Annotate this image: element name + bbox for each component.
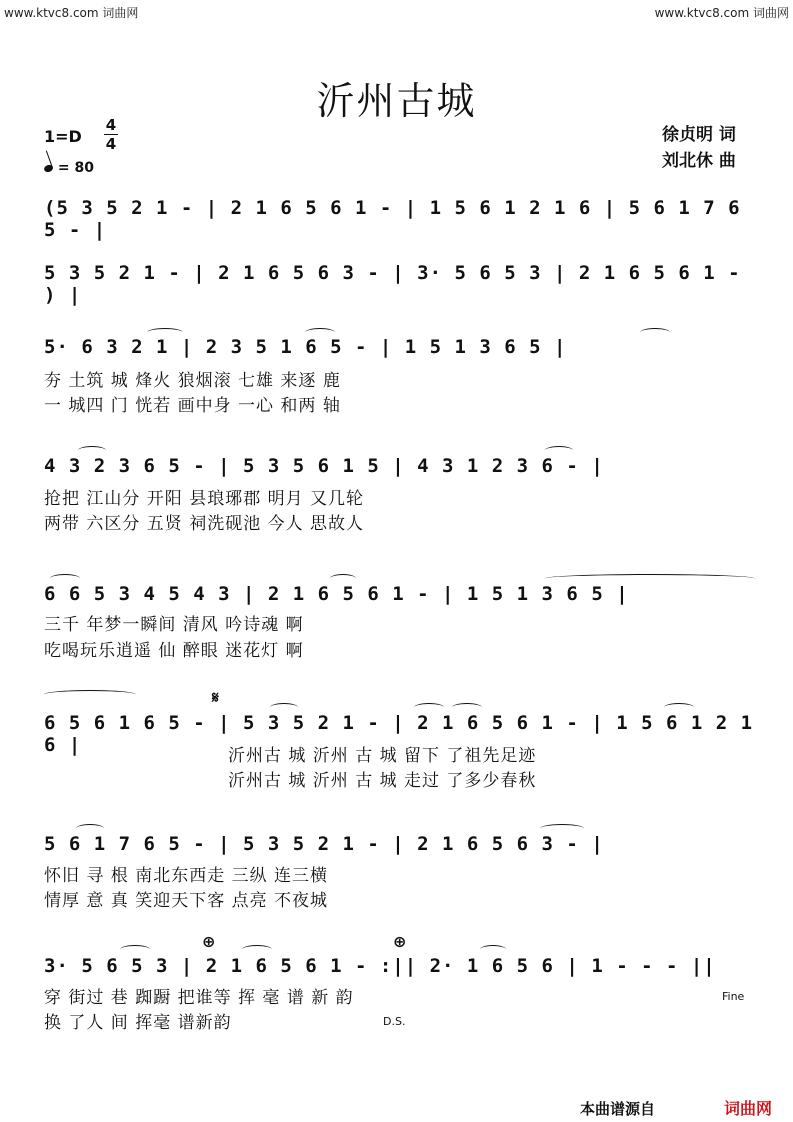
key-signature: 1=D bbox=[44, 127, 82, 146]
coda-icon: ⊕ bbox=[393, 932, 407, 951]
lyrics-line-6-verse-2: 沂州古 城 沂州 古 城 走过 了多少春秋 bbox=[228, 771, 537, 791]
slur bbox=[452, 703, 482, 712]
quarter-note-icon bbox=[43, 163, 54, 173]
slur bbox=[76, 824, 104, 833]
lyrics-line-5-verse-2: 吃喝玩乐逍遥 仙 醉眼 迷花灯 啊 bbox=[44, 641, 304, 661]
slur bbox=[545, 574, 755, 583]
slur bbox=[330, 574, 356, 583]
slur bbox=[414, 703, 444, 712]
notation-line-4: 4 3 2 3 6 5 - | 5 3 5 6 1 5 | 4 3 1 2 3 6 - | bbox=[44, 455, 604, 477]
notation-line-3: 5· 6 3 2 1 | 2 3 5 1 6 5 - | 1 5 1 3 6 5 | bbox=[44, 336, 567, 358]
page-title: 沂州古城 bbox=[316, 79, 477, 123]
composer-credit: 刘北休 曲 bbox=[662, 151, 736, 171]
ds-marking: D.S. bbox=[383, 1015, 406, 1028]
segno-icon: 𝄋 bbox=[212, 688, 219, 707]
tempo-value: = 80 bbox=[57, 160, 94, 176]
notation-line-1: (5 3 5 2 1 - | 2 1 6 5 6 1 - | 1 5 6 1 2 1 6 | 5 6 1 7 6 5 - | bbox=[44, 197, 741, 241]
time-signature-top: 4 bbox=[105, 116, 117, 134]
fine-marking: Fine bbox=[722, 990, 745, 1003]
lyrics-line-4-verse-2: 两带 六区分 五贤 祠洗砚池 今人 思故人 bbox=[44, 514, 365, 534]
lyrics-line-8-verse-1: 穿 街过 巷 踟蹰 把谁等 挥 毫 谱 新 韵 bbox=[44, 988, 354, 1008]
slur bbox=[78, 446, 106, 455]
slur bbox=[540, 824, 584, 833]
notation-line-6: 6 5 6 1 6 5 - | 5 3 5 2 1 - | 2 1 6 5 6 1 - | 1 5 6 1 2 1 6 | bbox=[44, 712, 754, 756]
slur bbox=[305, 328, 335, 337]
coda-icon: ⊕ bbox=[202, 932, 216, 951]
slur bbox=[664, 703, 694, 712]
slur bbox=[44, 690, 136, 699]
slur bbox=[480, 945, 506, 954]
footer-logo[interactable]: 词曲网 bbox=[724, 1099, 773, 1118]
lyrics-line-8-verse-2: 换 了人 间 挥毫 谱新韵 bbox=[44, 1013, 232, 1033]
time-signature-bottom: 4 bbox=[105, 135, 117, 153]
watermark-right: www.ktvc8.com 词曲网 bbox=[654, 6, 789, 20]
slur bbox=[147, 328, 183, 337]
tempo-marking bbox=[44, 160, 94, 176]
lyrics-line-6-verse-1: 沂州古 城 沂州 古 城 留下 了祖先足迹 bbox=[228, 746, 537, 766]
lyrics-line-4-verse-1: 抢把 江山分 开阳 县琅琊郡 明月 又几轮 bbox=[44, 489, 365, 509]
watermark-left: www.ktvc8.com 词曲网 bbox=[4, 6, 139, 20]
notation-line-7: 5 6 1 7 6 5 - | 5 3 5 2 1 - | 2 1 6 5 6 3 - | bbox=[44, 833, 604, 855]
slur bbox=[640, 328, 670, 337]
notation-line-5: 6 6 5 3 4 5 4 3 | 2 1 6 5 6 1 - | 1 5 1 3 6 5 | bbox=[44, 583, 629, 605]
footer-source: 本曲谱源自 bbox=[580, 1100, 656, 1118]
notation-line-2: 5 3 5 2 1 - | 2 1 6 5 6 3 - | 3· 5 6 5 3 | 2 1 6 5 6 1 - ) | bbox=[44, 262, 741, 306]
lyricist-credit: 徐贞明 词 bbox=[662, 125, 736, 145]
slur bbox=[120, 945, 150, 954]
slur bbox=[545, 446, 573, 455]
lyrics-line-3-verse-1: 夯 土筑 城 烽火 狼烟滚 七雄 来逐 鹿 bbox=[44, 371, 341, 391]
notation-line-8: 3· 5 6 5 3 | 2 1 6 5 6 1 - :|| 2· 1 6 5 6 | 1 - - - || bbox=[44, 955, 716, 977]
slur bbox=[50, 574, 80, 583]
time-signature bbox=[104, 117, 118, 152]
lyrics-line-5-verse-1: 三千 年梦一瞬间 清风 吟诗魂 啊 bbox=[44, 615, 304, 635]
lyrics-line-7-verse-2: 情厚 意 真 笑迎天下客 点亮 不夜城 bbox=[44, 891, 329, 911]
lyrics-line-3-verse-2: 一 城四 门 恍若 画中身 一心 和两 轴 bbox=[44, 396, 341, 416]
slur bbox=[270, 703, 298, 712]
lyrics-line-7-verse-1: 怀旧 寻 根 南北东西走 三纵 连三横 bbox=[44, 866, 329, 886]
slur bbox=[242, 945, 272, 954]
